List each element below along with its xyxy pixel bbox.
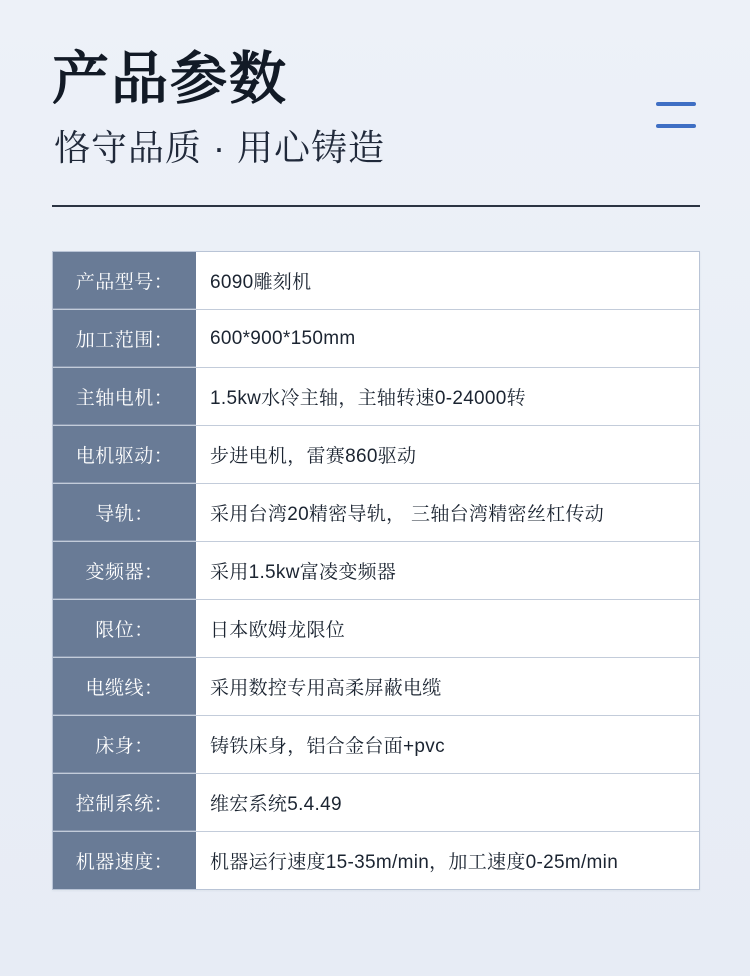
spec-value: 600*900*150mm	[196, 310, 699, 367]
table-row	[53, 658, 699, 716]
spec-label: 控制系统：	[53, 774, 196, 831]
spec-value: 1.5kw水冷主轴，主轴转速0-24000转	[196, 368, 699, 425]
table-row	[53, 542, 699, 600]
table-row	[53, 484, 699, 542]
spec-value: 步进电机，雷赛860驱动	[196, 426, 699, 483]
table-row	[53, 716, 699, 774]
table-row	[53, 832, 699, 889]
spec-table	[52, 251, 700, 890]
spec-value: 维宏系统5.4.49	[196, 774, 699, 831]
table-row	[53, 774, 699, 832]
spec-label: 导轨：	[53, 484, 196, 541]
spec-label: 限位：	[53, 600, 196, 657]
spec-value: 采用台湾20精密导轨， 三轴台湾精密丝杠传动	[196, 484, 699, 541]
spec-label: 机器速度：	[53, 832, 196, 889]
spec-value: 采用1.5kw富凌变频器	[196, 542, 699, 599]
table-row	[53, 600, 699, 658]
menu-bar-1	[656, 102, 696, 106]
spec-label: 变频器：	[53, 542, 196, 599]
table-row	[53, 252, 699, 310]
spec-value: 采用数控专用高柔屏蔽电缆	[196, 658, 699, 715]
page-title: 产品参数	[52, 47, 288, 111]
spec-label: 电缆线：	[53, 658, 196, 715]
spec-label: 加工范围：	[53, 310, 196, 367]
spec-value: 6090雕刻机	[196, 252, 699, 309]
spec-label: 主轴电机：	[53, 368, 196, 425]
spec-label: 电机驱动：	[53, 426, 196, 483]
spec-label: 床身：	[53, 716, 196, 773]
spec-value: 日本欧姆龙限位	[196, 600, 699, 657]
table-row	[53, 368, 699, 426]
spec-value: 铸铁床身，铝合金台面+pvc	[196, 716, 699, 773]
page-subtitle: 恪守品质 · 用心铸造	[54, 126, 385, 168]
table-row	[53, 310, 699, 368]
header-divider	[52, 205, 700, 207]
spec-value: 机器运行速度15-35m/min，加工速度0-25m/min	[196, 832, 699, 889]
menu-bar-2	[656, 124, 696, 128]
spec-label: 产品型号：	[53, 252, 196, 309]
page-header	[0, 0, 750, 169]
table-row	[53, 426, 699, 484]
hamburger-menu-icon[interactable]	[656, 102, 696, 128]
